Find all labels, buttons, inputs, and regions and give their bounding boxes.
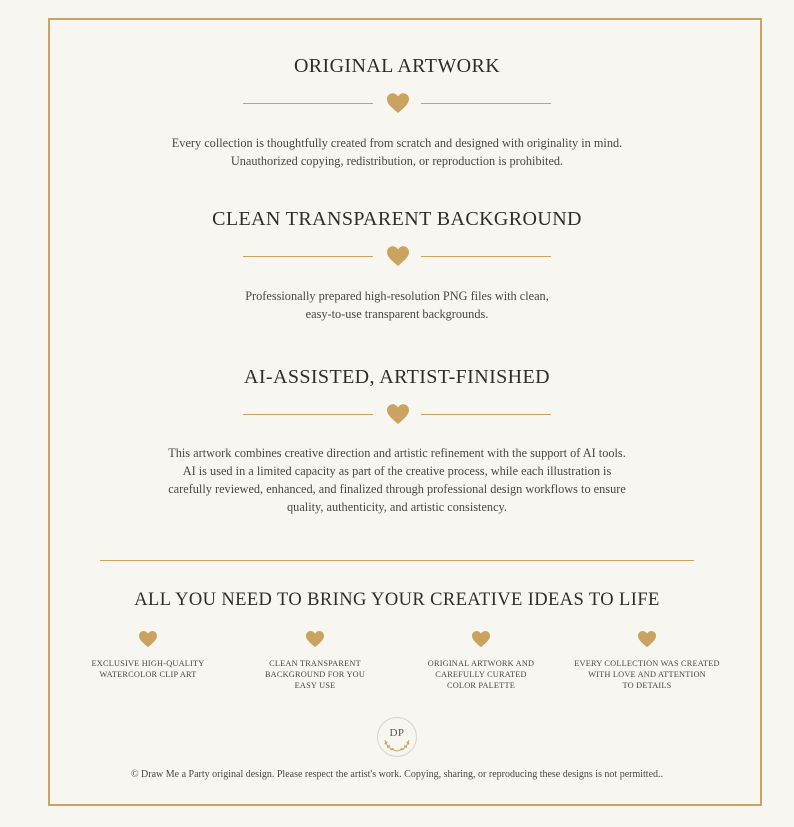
feature-line: WATERCOLOR CLIP ART: [99, 670, 197, 679]
divider-line-left: [243, 256, 373, 257]
text-line: AI is used in a limited capacity as part of the creative process, while each illustration is: [182, 464, 612, 478]
heart-icon: [386, 403, 410, 425]
feature-line: EXCLUSIVE HIGH-QUALITY: [91, 659, 205, 668]
divider-line-left: [243, 103, 373, 104]
feature-line: BACKGROUND FOR YOU: [264, 670, 366, 679]
text-line: carefully reviewed, enhanced, and finalized through professional design workflows to ensure: [168, 482, 626, 496]
divider-line-right: [421, 103, 551, 104]
section-title-original-artwork: ORIGINAL ARTWORK: [293, 55, 501, 77]
feature-line: WITH LOVE AND ATTENTION: [588, 670, 706, 679]
feature-line: ORIGINAL ARTWORK AND: [427, 659, 535, 668]
features-title: ALL YOU NEED TO BRING YOUR CREATIVE IDEAS TO LIFE: [134, 590, 660, 610]
feature-item-clip-art: [68, 630, 228, 680]
copyright-notice: © Draw Me a Party original design. Please respect the artist's work. Copying, sharing, or reproducing these designs is not permitted..: [130, 769, 664, 780]
feature-item-transparent-background: [235, 630, 395, 691]
text-line: quality, authenticity, and artistic consistency.: [287, 500, 507, 514]
feature-line: TO DETAILS: [622, 681, 672, 690]
logo-monogram: DP: [389, 727, 405, 739]
heart-icon: [305, 630, 325, 648]
heart-icon: [471, 630, 491, 648]
brand-logo: [376, 716, 418, 758]
heart-icon: [386, 245, 410, 267]
section-divider: [0, 92, 794, 116]
section-text-ai-assisted: [120, 444, 674, 516]
section-separator: [100, 560, 694, 561]
text-line: Professionally prepared high-resolution PNG files with clean,: [245, 289, 549, 303]
section-divider: [0, 403, 794, 427]
heart-icon: [386, 92, 410, 114]
feature-line: EASY USE: [294, 681, 336, 690]
text-line: This artwork combines creative direction and artistic refinement with the support of AI tools.: [168, 446, 626, 460]
feature-line: CLEAN TRANSPARENT: [269, 659, 361, 668]
text-line: Unauthorized copying, redistribution, or reproduction is prohibited.: [230, 154, 564, 168]
text-line: easy-to-use transparent backgrounds.: [305, 307, 489, 321]
feature-line: EVERY COLLECTION WAS CREATED: [574, 659, 720, 668]
heart-icon: [138, 630, 158, 648]
text-line: Every collection is thoughtfully created from scratch and designed with originality in mind.: [171, 136, 623, 150]
divider-line-left: [243, 414, 373, 415]
section-title-clean-background: CLEAN TRANSPARENT BACKGROUND: [212, 208, 582, 230]
section-text-original-artwork: [120, 134, 674, 170]
feature-item-made-with-love: [567, 630, 727, 691]
divider-line-right: [421, 256, 551, 257]
feature-line: CAREFULLY CURATED: [435, 670, 527, 679]
divider-line-right: [421, 414, 551, 415]
section-divider: [0, 245, 794, 269]
feature-text: [235, 658, 395, 691]
feature-item-original-artwork: [401, 630, 561, 691]
feature-text: [567, 658, 727, 691]
heart-icon: [637, 630, 657, 648]
feature-text: [401, 658, 561, 691]
feature-text: [68, 658, 228, 680]
section-title-ai-assisted: AI-ASSISTED, ARTIST-FINISHED: [244, 366, 550, 388]
section-text-clean-background: [120, 287, 674, 323]
feature-line: COLOR PALETTE: [447, 681, 515, 690]
